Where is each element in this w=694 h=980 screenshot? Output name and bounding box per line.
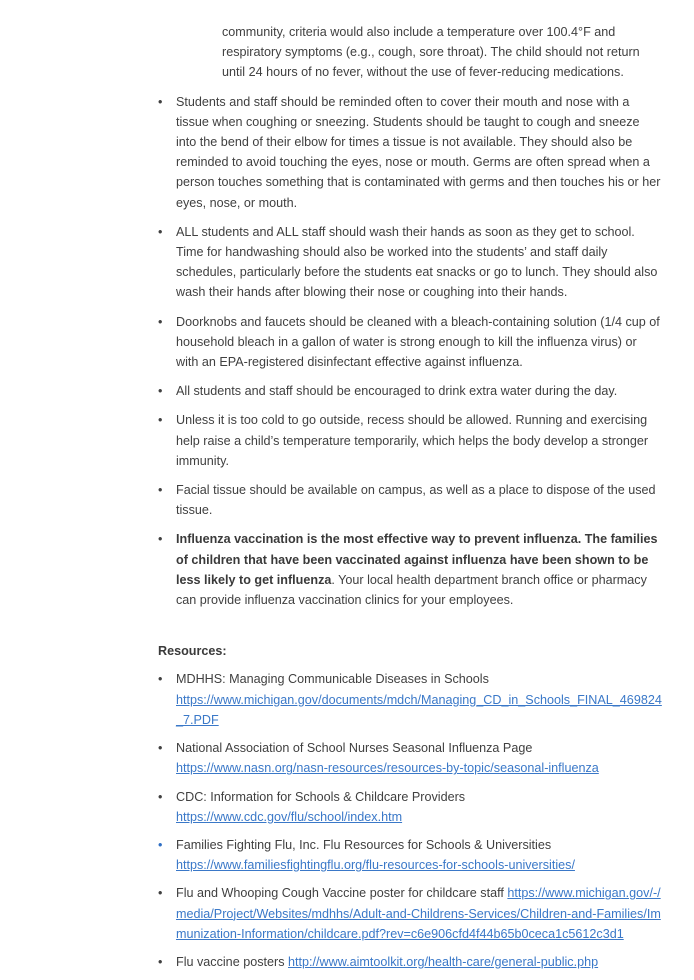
section-spacer [158,619,662,641]
resource-title: Flu and Whooping Cough Vaccine poster for childcare staff [176,886,508,901]
bullet-marker: • [158,413,163,428]
document-body [158,22,662,980]
bullet-marker: • [158,314,163,329]
list-item-text-normal: . Your local health department branch office or pharmacy can provide influenza vaccination clinics for your employees. [176,572,647,608]
bullet-marker: • [158,886,163,901]
list-item [158,410,662,471]
bullet-marker: • [158,224,163,239]
resource-item [158,738,662,778]
list-item-text: All students and staff should be encouraged to drink extra water during the day. [176,384,618,399]
list-item-vaccination [158,529,662,610]
bullet-marker: • [158,532,163,547]
resource-item [158,883,662,944]
bullet-marker: • [158,384,163,399]
resource-link[interactable]: http://www.aimtoolkit.org/health-care/general-public.php [288,954,599,969]
resource-link[interactable]: https://www.nasn.org/nasn-resources/resources-by-topic/seasonal-influenza [176,761,599,776]
bullet-marker: • [158,741,163,756]
list-item-text: Students and staff should be reminded often to cover their mouth and nose with a tissue when coughing or sneezing. Students should be taught to cough and sneeze into the bend of their elbow for times a tissue is not available. They should also be reminded to avoid touching the eyes, nose or mouth. Germs are often spread when a person touches something that is contaminated with germs and then touches his or her eyes, nose, or mouth. [176,94,661,210]
resource-title: CDC: Information for Schools & Childcare Providers [176,789,466,804]
resource-item [158,787,662,827]
resource-title: Families Fighting Flu, Inc. Flu Resources for Schools & Universities [176,837,552,852]
bullet-marker: • [158,672,163,687]
resource-title: MDHHS: Managing Communicable Diseases in Schools [176,672,489,687]
list-item-text: Unless it is too cold to go outside, recess should be allowed. Running and exercising help raise a child’s temperature temporarily, which helps the body develop a stronger immunity. [176,413,649,468]
bullet-marker: • [158,837,163,852]
resource-link[interactable]: https://www.michigan.gov/-/media/Project/Websites/mdhhs/Adult-and-Childrens-Services/Children-and-Families/Immunization-Information/childcare.pdf?rev=c6e906cfd4f44b65b0ceca1c5612c3d1 [176,886,661,941]
emphasis-text: Influenza vaccination is the most effective way to prevent influenza. The families of children that have been vaccinated against influenza have been shown to be less likely to get influenza [176,532,658,587]
list-item-text [176,529,662,610]
resource-item [158,952,662,972]
resource-title: Flu vaccine posters [176,954,288,969]
list-item [158,222,662,303]
bullet-marker: • [158,789,163,804]
continuation-paragraph: community, criteria would also include a temperature over 100.4°F and respiratory symptoms (e.g., cough, sore throat). The child should not return until 24 hours of no fever, without the use of fever-reducing medications. [222,25,640,80]
resources-heading: Resources: [158,644,227,659]
resource-link[interactable]: https://www.michigan.gov/documents/mdch/Managing_CD_in_Schools_FINAL_469824_7.PDF [176,692,662,727]
bullet-marker: • [158,483,163,498]
list-item-text: ALL students and ALL staff should wash their hands as soon as they get to school. Time for handwashing should also be worked into the students’ and staff daily schedules, particularly before the students eat snacks or go to lunch. They should also wash their hands after blowing their nose or coughing into their hands. [176,224,658,300]
list-item [158,92,662,213]
resource-title: National Association of School Nurses Seasonal Influenza Page [176,741,533,756]
list-item [158,381,662,401]
resource-link[interactable]: https://www.cdc.gov/flu/school/index.htm [176,809,403,824]
list-item [158,480,662,520]
bullet-marker: • [158,94,163,109]
list-item-text: Doorknobs and faucets should be cleaned with a bleach-containing solution (1/4 cup of household bleach in a gallon of water is strong enough to kill the influenza virus) or with an EPA-registered disinfectant effective against influenza. [176,314,660,370]
bullet-marker: • [158,954,163,969]
resource-item [158,835,662,875]
resource-link[interactable]: https://www.familiesfightingflu.org/flu-resources-for-schools-universities/ [176,858,575,873]
list-item [158,312,662,373]
resource-item [158,669,662,730]
list-item-text: Facial tissue should be available on campus, as well as a place to dispose of the used tissue. [176,483,656,518]
